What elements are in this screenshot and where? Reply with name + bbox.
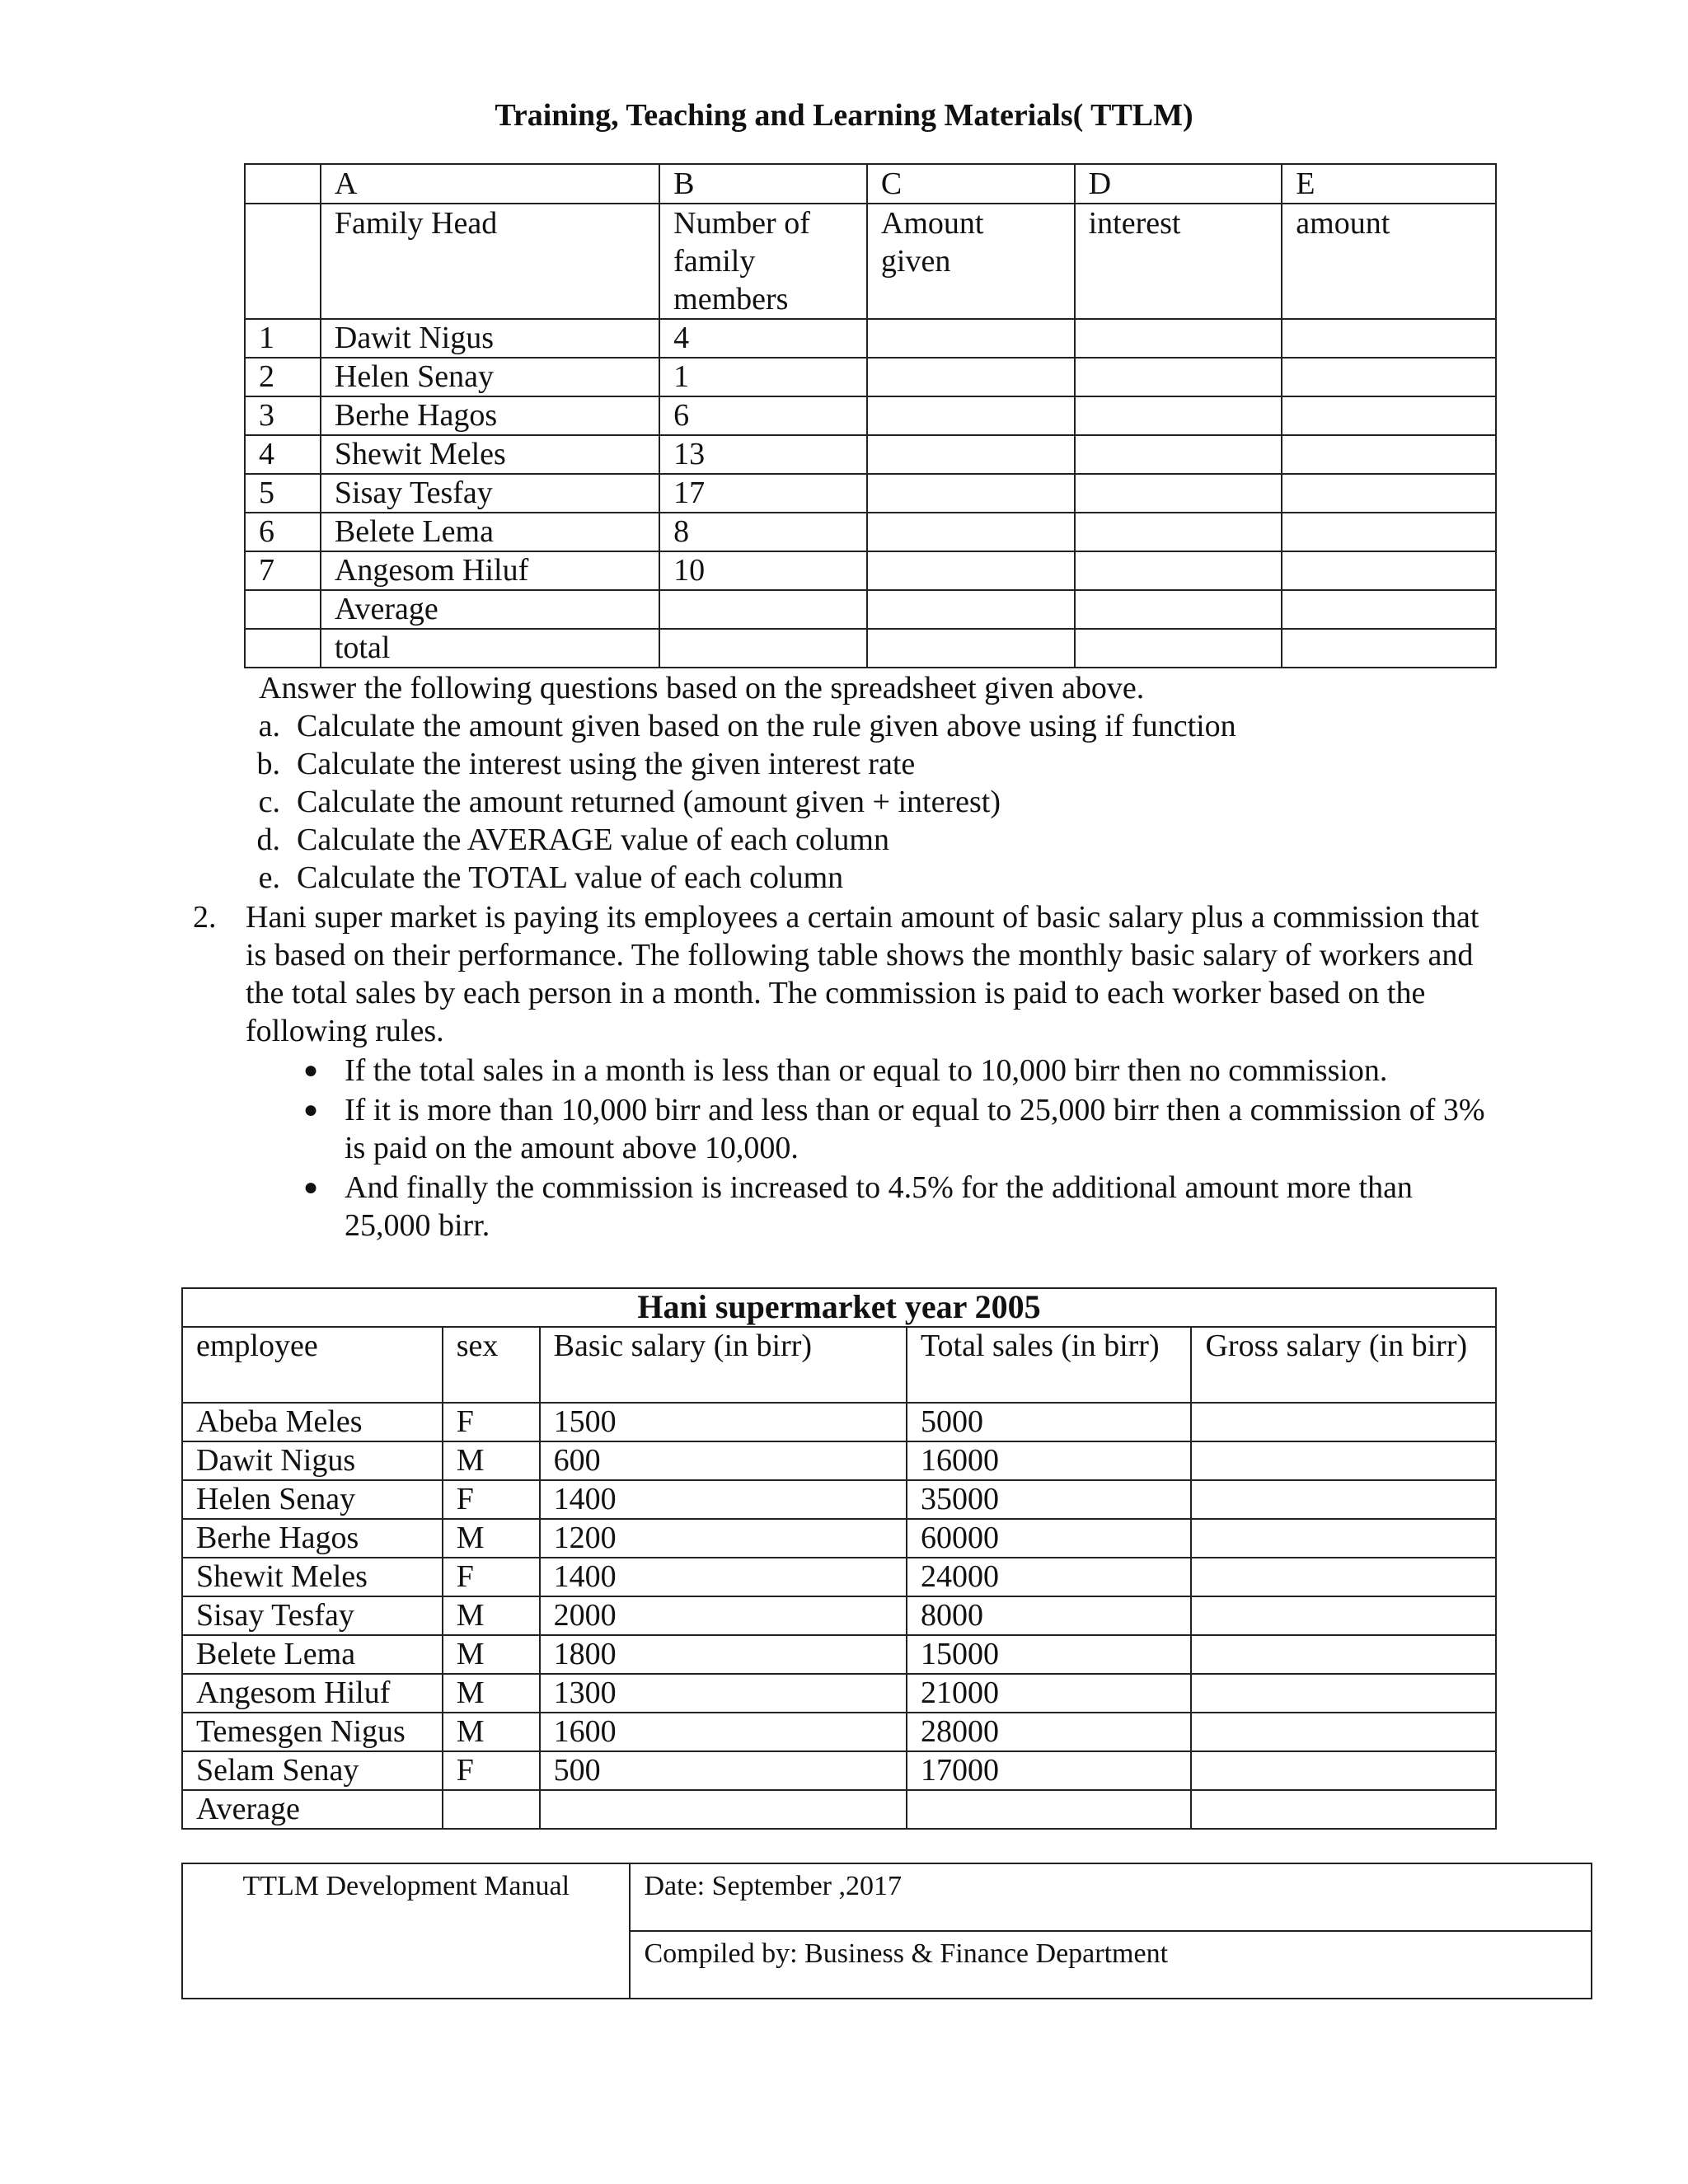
family-head-name: Berhe Hagos xyxy=(321,396,659,435)
employee-sex: F xyxy=(443,1480,540,1519)
column-header: amount xyxy=(1282,204,1496,319)
employee-name: Selam Senay xyxy=(182,1751,443,1790)
table-row xyxy=(182,1596,1496,1635)
family-members-count: 6 xyxy=(659,396,867,435)
rule-text: And finally the commission is increased to 4.5% for the additional amount more than 25,000 birr. xyxy=(345,1170,1413,1243)
question-text: Calculate the amount returned (amount given + interest) xyxy=(297,785,1001,819)
column-letter: C xyxy=(867,164,1075,204)
header-row xyxy=(245,204,1496,319)
table-row xyxy=(245,435,1496,474)
total-sales: 5000 xyxy=(907,1403,1192,1441)
employee-name: Angesom Hiluf xyxy=(182,1674,443,1713)
basic-salary: 1500 xyxy=(540,1403,907,1441)
total-sales: 16000 xyxy=(907,1441,1192,1480)
total-sales: 21000 xyxy=(907,1674,1192,1713)
question-text: Calculate the TOTAL value of each column xyxy=(297,860,844,895)
average-row xyxy=(245,590,1496,629)
list-item xyxy=(247,821,1484,859)
bullet-icon: ● xyxy=(303,1174,319,1201)
basic-salary: 1300 xyxy=(540,1674,907,1713)
basic-salary: 1400 xyxy=(540,1558,907,1596)
family-members-count: 10 xyxy=(659,551,867,590)
average-label: Average xyxy=(321,590,659,629)
column-letter: A xyxy=(321,164,659,204)
salary-table xyxy=(181,1287,1497,1830)
column-header: Amount given xyxy=(867,204,1075,319)
basic-salary: 1800 xyxy=(540,1635,907,1674)
question-text: Calculate the amount given based on the rule given above using if function xyxy=(297,709,1236,743)
row-number: 6 xyxy=(245,513,321,551)
basic-salary: 1400 xyxy=(540,1480,907,1519)
total-sales: 60000 xyxy=(907,1519,1192,1558)
table-row xyxy=(182,1519,1496,1558)
list-item xyxy=(303,1052,1495,1090)
employee-sex: M xyxy=(443,1519,540,1558)
family-members-count: 8 xyxy=(659,513,867,551)
table-row xyxy=(245,319,1496,358)
family-head-name: Helen Senay xyxy=(321,358,659,396)
list-marker: c. xyxy=(258,785,280,819)
employee-name: Belete Lema xyxy=(182,1635,443,1674)
list-item xyxy=(303,1169,1495,1244)
average-label: Average xyxy=(182,1790,443,1829)
column-letter: E xyxy=(1282,164,1496,204)
list-marker: b. xyxy=(256,747,280,781)
employee-name: Abeba Meles xyxy=(182,1403,443,1441)
page-title: Training, Teaching and Learning Materials( TTLM) xyxy=(495,98,1193,133)
table-row xyxy=(182,1674,1496,1713)
employee-sex: M xyxy=(443,1713,540,1751)
list-item xyxy=(303,1091,1495,1167)
table-row xyxy=(182,1751,1496,1790)
family-members-count: 4 xyxy=(659,319,867,358)
column-header: sex xyxy=(443,1327,540,1403)
total-sales: 15000 xyxy=(907,1635,1192,1674)
employee-name: Berhe Hagos xyxy=(182,1519,443,1558)
table-caption: Hani supermarket year 2005 xyxy=(182,1288,1496,1327)
employee-name: Sisay Tesfay xyxy=(182,1596,443,1635)
column-letter: D xyxy=(1075,164,1282,204)
employee-name: Dawit Nigus xyxy=(182,1441,443,1480)
employee-sex: F xyxy=(443,1403,540,1441)
rule-text: If it is more than 10,000 birr and less than or equal to 25,000 birr then a commission of 3% is paid on the amount above 10,000. xyxy=(345,1093,1485,1165)
questions-intro: Answer the following questions based on the spreadsheet given above. xyxy=(259,671,1145,705)
column-header: Basic salary (in birr) xyxy=(540,1327,907,1403)
average-row xyxy=(182,1790,1496,1829)
total-row xyxy=(245,629,1496,668)
footer-manual-title: TTLM Development Manual xyxy=(182,1863,630,1999)
employee-sex: M xyxy=(443,1596,540,1635)
row-number: 7 xyxy=(245,551,321,590)
row-number: 5 xyxy=(245,474,321,513)
question-1-parts xyxy=(247,669,1484,897)
column-header: interest xyxy=(1075,204,1282,319)
question-number: 2. xyxy=(193,900,217,935)
row-number: 2 xyxy=(245,358,321,396)
basic-salary: 1200 xyxy=(540,1519,907,1558)
family-members-count: 13 xyxy=(659,435,867,474)
family-loan-table xyxy=(244,163,1497,668)
employee-sex: F xyxy=(443,1558,540,1596)
column-header: employee xyxy=(182,1327,443,1403)
table-row xyxy=(182,1403,1496,1441)
list-marker: d. xyxy=(256,823,280,857)
table-row xyxy=(245,358,1496,396)
employee-sex: F xyxy=(443,1751,540,1790)
table-row xyxy=(182,1441,1496,1480)
column-header: Family Head xyxy=(321,204,659,319)
family-head-name: Dawit Nigus xyxy=(321,319,659,358)
table-row xyxy=(245,474,1496,513)
page-footer xyxy=(181,1863,1592,1999)
question-text: Calculate the AVERAGE value of each column xyxy=(297,823,889,857)
employee-sex: M xyxy=(443,1441,540,1480)
caption-row xyxy=(182,1288,1496,1327)
bullet-icon: ● xyxy=(303,1096,319,1123)
list-item xyxy=(247,745,1484,783)
question-2 xyxy=(193,898,1495,1244)
footer-date: Date: September ,2017 xyxy=(630,1863,1592,1931)
table-row xyxy=(182,1558,1496,1596)
bullet-icon: ● xyxy=(303,1057,319,1084)
row-number: 4 xyxy=(245,435,321,474)
family-members-count: 17 xyxy=(659,474,867,513)
family-head-name: Angesom Hiluf xyxy=(321,551,659,590)
column-header: Gross salary (in birr) xyxy=(1191,1327,1496,1403)
table-row xyxy=(245,513,1496,551)
total-sales: 28000 xyxy=(907,1713,1192,1751)
column-header: Total sales (in birr) xyxy=(907,1327,1192,1403)
basic-salary: 1600 xyxy=(540,1713,907,1751)
list-marker: e. xyxy=(258,860,280,895)
header-row xyxy=(182,1327,1496,1403)
commission-rules-list xyxy=(193,1052,1495,1244)
basic-salary: 2000 xyxy=(540,1596,907,1635)
column-letter-row xyxy=(245,164,1496,204)
question-text: Calculate the interest using the given interest rate xyxy=(297,747,916,781)
family-head-name: Shewit Meles xyxy=(321,435,659,474)
row-number: 1 xyxy=(245,319,321,358)
table-row xyxy=(182,1635,1496,1674)
employee-sex: M xyxy=(443,1635,540,1674)
total-sales: 8000 xyxy=(907,1596,1192,1635)
table-row xyxy=(245,396,1496,435)
total-sales: 35000 xyxy=(907,1480,1192,1519)
list-item xyxy=(247,707,1484,745)
family-head-name: Belete Lema xyxy=(321,513,659,551)
table-row xyxy=(182,1713,1496,1751)
total-label: total xyxy=(321,629,659,668)
table-row xyxy=(245,551,1496,590)
list-item xyxy=(247,783,1484,821)
question-2-text: Hani super market is paying its employees a certain amount of basic salary plus a commission that is based on their performance. The following table shows the monthly basic salary of workers and the total sales by each person in a month. The commission is paid to each worker based on the following rules. xyxy=(246,900,1479,1048)
question-list xyxy=(247,707,1484,897)
footer-compiled-by: Compiled by: Business & Finance Department xyxy=(630,1931,1592,1999)
column-header: Number of family members xyxy=(659,204,867,319)
employee-name: Helen Senay xyxy=(182,1480,443,1519)
employee-name: Shewit Meles xyxy=(182,1558,443,1596)
total-sales: 17000 xyxy=(907,1751,1192,1790)
family-head-name: Sisay Tesfay xyxy=(321,474,659,513)
basic-salary: 500 xyxy=(540,1751,907,1790)
family-members-count: 1 xyxy=(659,358,867,396)
employee-sex: M xyxy=(443,1674,540,1713)
list-marker: a. xyxy=(258,709,280,743)
rule-text: If the total sales in a month is less than or equal to 10,000 birr then no commission. xyxy=(345,1053,1388,1088)
row-number: 3 xyxy=(245,396,321,435)
employee-name: Temesgen Nigus xyxy=(182,1713,443,1751)
list-item xyxy=(247,859,1484,897)
table-row xyxy=(182,1480,1496,1519)
total-sales: 24000 xyxy=(907,1558,1192,1596)
column-letter: B xyxy=(659,164,867,204)
basic-salary: 600 xyxy=(540,1441,907,1480)
